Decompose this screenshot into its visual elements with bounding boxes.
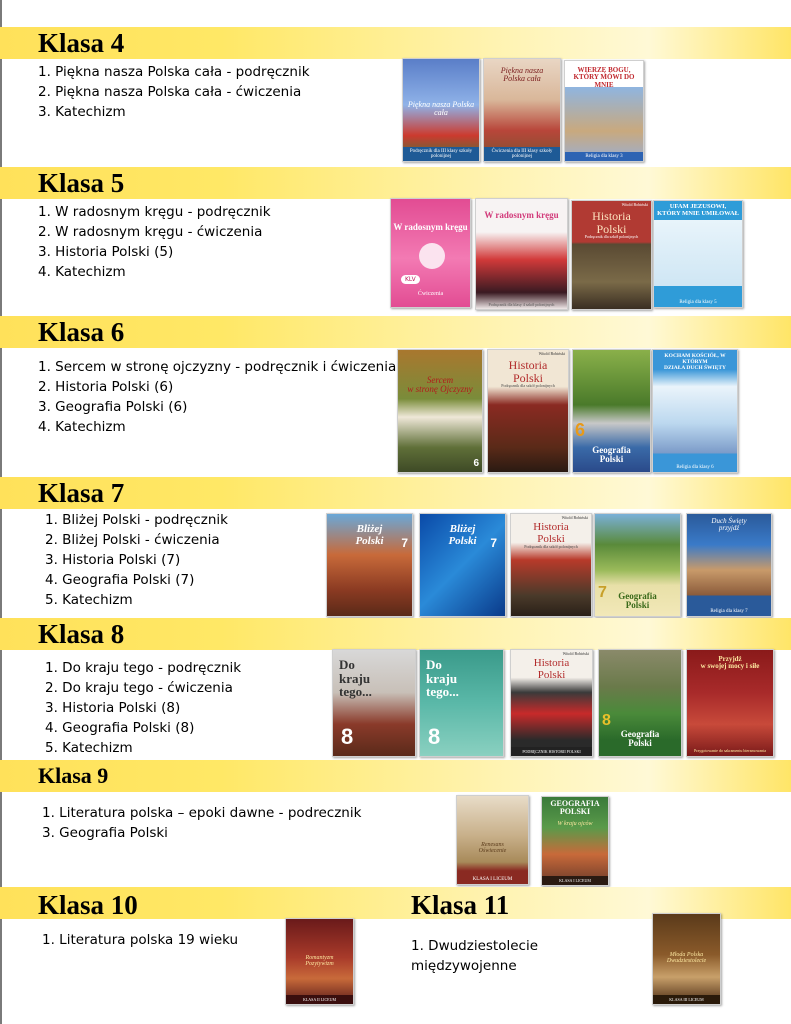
cover-badge: 7 xyxy=(490,536,497,550)
list-item: 3. Geografia Polski xyxy=(42,825,168,841)
list-item: 1. Literatura polska 19 wieku xyxy=(42,932,239,948)
cover-badge: 7 xyxy=(598,584,607,601)
book-cover-literatura-dawne xyxy=(456,795,529,885)
cover-subtitle: PODRĘCZNIK HISTORII POLSKI xyxy=(511,747,592,756)
cover-subtitle: Podręcznik dla klasy 4 szkół polonijnych xyxy=(488,301,555,307)
cover-author: Witold Bobiński xyxy=(562,651,589,656)
list-klasa-8 xyxy=(45,658,241,758)
book-cover-katechizm-6 xyxy=(652,349,738,473)
book-cover-piekna-podrecznik xyxy=(402,58,480,162)
cover-subtitle: Podręcznik dla szkół polonijnych xyxy=(501,383,555,388)
list-item: 1. Bliżej Polski - podręcznik xyxy=(45,512,228,528)
cover-title: Piękna nasza Polska cała xyxy=(500,66,544,84)
cover-bottom: KLASA I LICEUM xyxy=(542,876,608,885)
cover-title: Młoda Polska Dwudziestolecie xyxy=(666,952,707,965)
book-cover-radosny-cwiczenia xyxy=(390,198,471,308)
list-klasa-11 xyxy=(411,936,538,976)
cover-badge: 8 xyxy=(428,724,441,749)
cover-title: Sercem w stronę Ojczyzny xyxy=(407,375,473,395)
book-cover-historia-6 xyxy=(487,349,569,473)
section-band-klasa-9 xyxy=(0,760,791,792)
book-cover-do-kraju-podrecznik xyxy=(332,649,416,757)
heading-klasa-5: Klasa 5 xyxy=(38,168,125,198)
ornament-icon xyxy=(419,243,445,269)
book-cover-dwudziestolecie xyxy=(652,913,721,1005)
cover-title: Geografia Polski xyxy=(618,591,657,611)
heading-klasa-11: Klasa 11 xyxy=(411,890,510,920)
book-cover-historia-8 xyxy=(510,649,593,757)
heading-klasa-10: Klasa 10 xyxy=(38,890,138,920)
book-cover-geografia-8 xyxy=(598,649,682,757)
page-left-border xyxy=(0,0,2,1024)
list-klasa-9 xyxy=(42,803,361,843)
list-item: 3. Historia Polski (7) xyxy=(45,552,181,568)
cover-title: Romantyzm Pozytywizm xyxy=(305,955,334,968)
cover-title: Historia Polski xyxy=(533,657,570,681)
cover-title: Renesans Oświecenie xyxy=(478,842,507,855)
cover-title: W radosnym kręgu xyxy=(393,222,468,232)
cover-badge: 8 xyxy=(602,712,611,729)
list-item: 5. Katechizm xyxy=(45,592,133,608)
cover-title: Historia Polski xyxy=(533,521,569,545)
list-klasa-7 xyxy=(45,510,228,610)
heading-klasa-7: Klasa 7 xyxy=(38,478,125,508)
cover-badge: 6 xyxy=(575,420,586,440)
cover-title: UFAM JEZUSOWI, KTÓRY MNIE UMIŁOWAŁ xyxy=(657,203,739,217)
cover-subtitle: KLASA I LICEUM xyxy=(457,875,528,884)
cover-subtitle: Podręcznik dla szkół polonijnych xyxy=(524,544,578,549)
cover-title: Piękna nasza Polska cała xyxy=(407,100,475,118)
list-item: 5. Katechizm xyxy=(45,740,133,756)
book-cover-katechizm-4 xyxy=(564,60,644,162)
book-cover-historia-7 xyxy=(510,513,592,617)
cover-subtitle: Ćwiczenia xyxy=(417,291,444,297)
list-klasa-4 xyxy=(38,62,310,122)
book-cover-sercem xyxy=(397,349,483,473)
book-cover-blizej-cwiczenia xyxy=(419,513,506,617)
list-item: 2. Do kraju tego - ćwiczenia xyxy=(45,680,233,696)
cover-subtitle: Religia dla klasy 6 xyxy=(653,463,737,472)
list-item: 2. Piękna nasza Polska cała - ćwiczenia xyxy=(38,84,302,100)
cover-title: WIERZĘ BOGU, KTÓRY MÓWI DO MNIE xyxy=(573,66,635,89)
book-cover-bierzmowanie xyxy=(686,649,774,757)
cover-badge: 6 xyxy=(473,458,479,469)
heading-klasa-9: Klasa 9 xyxy=(38,763,109,788)
cover-subtitle: Ćwiczenia dla III klasy szkoły polonijnej xyxy=(484,147,560,161)
cover-subtitle: KLASA III LICEUM xyxy=(653,995,720,1004)
cover-title: GEOGRAFIA POLSKI xyxy=(550,799,600,817)
list-item: 3. Historia Polski (5) xyxy=(38,244,174,260)
list-item: międzywojenne xyxy=(411,958,517,974)
list-item: 2. Historia Polski (6) xyxy=(38,379,174,395)
book-cover-radosny-podrecznik xyxy=(475,198,568,310)
cover-title: Do kraju tego... xyxy=(339,657,372,700)
cover-title: Bliżej Polski xyxy=(355,523,384,547)
list-item: 1. Piękna nasza Polska cała - podręcznik xyxy=(38,64,310,80)
list-klasa-6 xyxy=(38,357,396,437)
list-item: 4. Katechizm xyxy=(38,264,126,280)
cover-title: KOCHAM KOŚCIÓŁ, W KTÓRYM DZIAŁA DUCH ŚWIĘTY xyxy=(663,353,727,371)
cover-title: W radosnym kręgu xyxy=(484,210,559,220)
cover-title: Historia Polski xyxy=(508,358,548,385)
cover-title: Bliżej Polski xyxy=(448,523,477,547)
book-cover-geografia-liceum xyxy=(541,796,609,886)
cover-title: Geografia Polski xyxy=(592,445,631,465)
book-cover-geografia-7 xyxy=(594,513,681,617)
cover-subtitle: Przygotowanie do sakramentu bierzmowania xyxy=(693,747,767,753)
list-item: 3. Katechizm xyxy=(38,104,126,120)
cover-subtitle: Religia dla klasy 5 xyxy=(654,298,742,307)
list-klasa-5 xyxy=(38,202,271,282)
cover-subtitle: Podręcznik dla szkół polonijnych xyxy=(584,234,639,239)
cover-title: Do kraju tego... xyxy=(426,657,459,700)
cover-subtitle: KLASA II LICEUM xyxy=(286,995,353,1004)
cover-badge: KLV xyxy=(401,275,420,284)
heading-klasa-8: Klasa 8 xyxy=(38,619,125,649)
cover-badge: 7 xyxy=(401,536,408,550)
list-item: 1. Dwudziestolecie xyxy=(411,938,538,954)
list-item: 3. Geografia Polski (6) xyxy=(38,399,188,415)
cover-subtitle: Podręcznik dla III klasy szkoły polonijnej xyxy=(403,147,479,161)
cover-subtitle: W kraju ojców xyxy=(557,821,593,827)
list-item: 1. W radosnym kręgu - podręcznik xyxy=(38,204,271,220)
cover-author: Witold Bobiński xyxy=(561,515,588,520)
book-cover-literatura-19 xyxy=(285,918,354,1005)
list-item: 4. Geografia Polski (7) xyxy=(45,572,195,588)
heading-klasa-6: Klasa 6 xyxy=(38,317,125,347)
list-item: 3. Historia Polski (8) xyxy=(45,700,181,716)
list-item: 2. Bliżej Polski - ćwiczenia xyxy=(45,532,220,548)
list-item: 1. Sercem w stronę ojczyzny - podręcznik i ćwiczenia xyxy=(38,359,397,375)
cover-author: Witold Bobiński xyxy=(621,202,648,207)
book-cover-do-kraju-cwiczenia xyxy=(419,649,504,757)
list-item: 4. Geografia Polski (8) xyxy=(45,720,195,736)
cover-subtitle: Religia dla klasy 3 xyxy=(565,152,643,161)
book-cover-blizej-podrecznik xyxy=(326,513,413,617)
book-cover-historia-5 xyxy=(571,200,652,310)
cover-title: Przyjdź w swojej mocy i siłe xyxy=(700,655,760,671)
book-cover-katechizm-5 xyxy=(653,200,743,308)
cover-title: Geografia Polski xyxy=(620,729,660,749)
cover-subtitle: Religia dla klasy 7 xyxy=(687,607,771,616)
book-cover-piekna-cwiczenia xyxy=(483,58,561,162)
book-cover-geografia-6 xyxy=(572,349,651,473)
list-klasa-10 xyxy=(42,930,238,950)
book-cover-katechizm-7 xyxy=(686,513,772,617)
list-item: 1. Literatura polska – epoki dawne - podrecznik xyxy=(42,805,362,821)
cover-title: Duch Święty przyjdź xyxy=(711,517,747,533)
list-item: 1. Do kraju tego - podręcznik xyxy=(45,660,242,676)
heading-klasa-4: Klasa 4 xyxy=(38,28,125,58)
cover-author: Witold Bobiński xyxy=(538,351,565,356)
list-item: 4. Katechizm xyxy=(38,419,126,435)
list-item: 2. W radosnym kręgu - ćwiczenia xyxy=(38,224,263,240)
cover-title: Historia Polski xyxy=(592,209,631,236)
cover-badge: 8 xyxy=(341,724,354,749)
